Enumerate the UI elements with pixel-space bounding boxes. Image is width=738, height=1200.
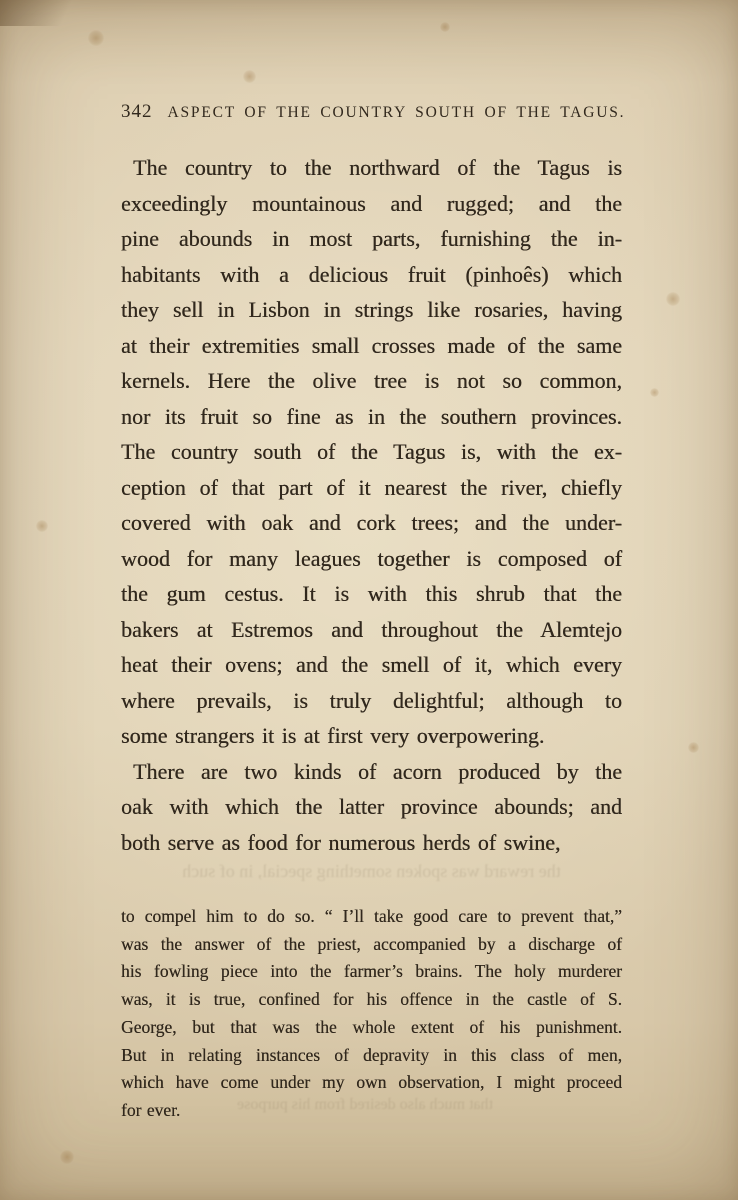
paragraph xyxy=(121,150,622,754)
text-line: The country to the northward of the Tagus is xyxy=(133,155,622,180)
foxing-spot xyxy=(650,388,659,397)
text-line: was the answer of the priest, accompanied by a discharge of xyxy=(121,933,622,954)
text-line: was, it is true, confined for his offence in the castle of S. xyxy=(121,989,622,1010)
text-line: There are two kinds of acorn produced by the xyxy=(133,758,622,784)
paragraph xyxy=(121,754,622,861)
text-line: both serve as food for numerous herds of swine, xyxy=(121,829,561,855)
text-line: the gum cestus. It is with this shrub that the xyxy=(121,581,622,606)
show-through-text: that much also desired from his purpose xyxy=(237,1096,493,1113)
foxing-spot xyxy=(60,1150,74,1164)
text-line: habitants with a delicious fruit (pinhoês) which xyxy=(121,261,622,287)
paragraph xyxy=(121,903,622,1125)
text-line: oak with which the latter province abounds; and xyxy=(121,794,622,819)
foxing-spot xyxy=(666,292,680,306)
text-line: George, but that was the whole extent of his punishment. xyxy=(121,1016,622,1037)
show-through-text: the reward was spoken something special, in of such xyxy=(182,861,561,881)
text-line: ception of that part of it nearest the river, chiefly xyxy=(121,474,622,500)
foxing-spot xyxy=(88,30,104,46)
text-line: The country south of the Tagus is, with the ex- xyxy=(121,439,622,464)
text-line: nor its fruit so fine as in the southern provinces. xyxy=(121,403,622,429)
running-header xyxy=(121,101,626,123)
text-line: wood for many leagues together is composed of xyxy=(121,545,622,571)
text-line: at their extremities small crosses made of the same xyxy=(121,332,622,358)
running-title: ASPECT OF THE COUNTRY SOUTH OF THE TAGUS. xyxy=(167,104,626,121)
foxing-spot xyxy=(243,70,256,83)
text-line: But in relating instances of depravity in this class of men, xyxy=(121,1044,622,1065)
text-line: exceedingly mountainous and rugged; and the xyxy=(121,190,622,216)
text-line: bakers at Estremos and throughout the Alemtejo xyxy=(121,616,622,642)
text-line: kernels. Here the olive tree is not so common, xyxy=(121,368,622,393)
page-number: 342 xyxy=(121,101,153,122)
text-line: some strangers it is at first very overpowering. xyxy=(121,723,545,748)
text-line: his fowling piece into the farmer’s brains. The holy murderer xyxy=(121,961,622,982)
foxing-spot xyxy=(440,22,450,32)
text-line: to compel him to do so. “ I’ll take good care to prevent that,” xyxy=(121,906,622,926)
footnote xyxy=(121,903,622,1125)
text-line: pine abounds in most parts, furnishing the in- xyxy=(121,226,622,251)
body-text xyxy=(121,150,622,860)
text-line: which have come under my own observation, I might proceed xyxy=(121,1072,622,1093)
text-line: covered with oak and cork trees; and the under- xyxy=(121,510,622,535)
text-line: they sell in Lisbon in strings like rosaries, having xyxy=(121,297,622,322)
text-line: for ever. xyxy=(121,1099,181,1120)
text-line: heat their ovens; and the smell of it, which every xyxy=(121,652,622,677)
foxing-spot xyxy=(688,742,699,753)
text-line: where prevails, is truly delightful; although to xyxy=(121,687,622,713)
foxing-spot xyxy=(36,520,48,532)
